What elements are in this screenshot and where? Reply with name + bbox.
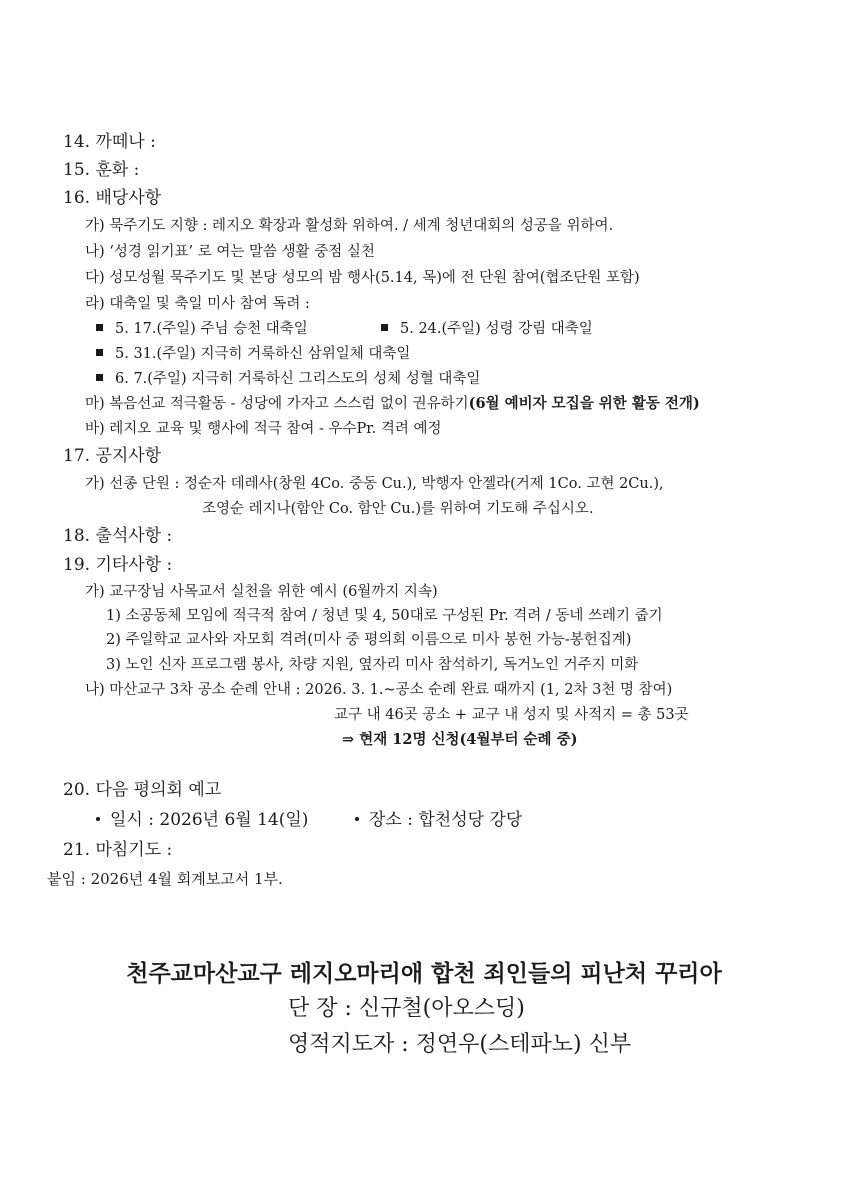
leader-name: 신규철(아오스딩) xyxy=(358,996,525,1021)
feast-label: 5. 24.(주일) 성령 강림 대축일 xyxy=(400,321,593,337)
section-16-heading: 16. 배당사항 xyxy=(63,188,162,208)
item-ma-emphasis: (6월 예비자 모집을 위한 활동 전개) xyxy=(468,395,700,412)
feast-list-item xyxy=(96,347,410,362)
section-18-heading: 18. 출석사항 : xyxy=(63,526,173,546)
feast-label: 5. 17.(주일) 주님 승천 대축일 xyxy=(115,321,308,337)
section-16-item-ga: 가) 묵주기도 지향 : 레지오 확장과 활성화 위하여. / 세계 청년대회의 성공을 위하여. xyxy=(85,218,614,234)
next-meeting-place xyxy=(355,812,522,829)
section-19-sub-3: 3) 노인 신자 프로그램 봉사, 차량 지원, 옆자리 미사 참석하기, 독거노인 거주지 미화 xyxy=(106,657,639,673)
next-meeting-date xyxy=(96,812,308,829)
section-21-heading: 21. 마침기도 : xyxy=(63,840,173,860)
section-17-item-ga-cont: 조영순 레지나(함안 Co. 함안 Cu.)를 위하여 기도해 주십시오. xyxy=(202,501,594,517)
section-14-heading: 14. 까떼나 : xyxy=(63,132,156,152)
square-bullet-icon xyxy=(96,374,103,381)
feast-label: 6. 7.(주일) 지극히 거룩하신 그리스도의 성체 성혈 대축일 xyxy=(115,371,481,387)
attachment-note: 붙임 : 2026년 4월 회계보고서 1부. xyxy=(47,870,283,888)
dot-bullet-icon xyxy=(355,817,359,821)
section-20-heading: 20. 다음 평의회 예고 xyxy=(63,780,222,800)
section-19-item-na: 나) 마산교구 3차 공소 순례 안내 : 2026. 3. 1.~공소 순례 완료 때까지 (1, 2차 3천 명 참여) xyxy=(85,682,673,698)
section-19-sub-2: 2) 주일학교 교사와 자모회 격려(미사 중 평의회 이름으로 미사 봉헌 가능-봉헌집계) xyxy=(106,632,632,648)
section-16-item-ra: 라) 대축일 및 축일 미사 참여 독려 : xyxy=(85,296,310,312)
section-16-item-ba: 바) 레지오 교육 및 행사에 적극 참여 - 우수Pr. 격려 예정 xyxy=(85,421,442,437)
section-19-item-na-cont: 교구 내 46곳 공소 + 교구 내 성지 및 사적지 = 총 53곳 xyxy=(334,707,689,723)
section-17-heading: 17. 공지사항 xyxy=(63,446,162,466)
section-19-heading: 19. 기타사항 : xyxy=(63,555,173,575)
director-line xyxy=(288,1034,631,1056)
feast-list-item xyxy=(381,322,593,337)
feast-label: 5. 31.(주일) 지극히 거룩하신 삼위일체 대축일 xyxy=(115,346,411,362)
director-label: 영적지도자 : xyxy=(288,1032,409,1057)
section-17-item-ga: 가) 선종 단원 : 정순자 데레사(창원 4Co. 중동 Cu.), 박행자 안젤라(거제 1Co. 고현 2Cu.), xyxy=(85,476,664,492)
feast-list-item xyxy=(96,322,308,337)
section-19-item-ga: 가) 교구장님 사목교서 실천을 위한 예시 (6월까지 지속) xyxy=(85,584,438,600)
next-meeting-place-text: 장소 : 합천성당 강당 xyxy=(369,810,523,830)
next-meeting-date-text: 일시 : 2026년 6월 14(일) xyxy=(110,810,309,830)
organization-name: 천주교마산교구 레지오마리애 합천 죄인들의 피난처 꾸리아 xyxy=(126,960,722,987)
section-16-item-na: 나) ‘성경 읽기표’ 로 여는 말씀 생활 중점 실천 xyxy=(85,244,375,260)
square-bullet-icon xyxy=(96,324,103,331)
section-19-item-na-status: ⇒ 현재 12명 신청(4월부터 순례 중) xyxy=(342,731,578,748)
section-15-heading: 15. 훈화 : xyxy=(63,160,140,180)
director-name: 정연우(스테파노) 신부 xyxy=(415,1032,632,1057)
feast-list-item xyxy=(96,372,480,387)
section-16-item-da: 다) 성모성월 묵주기도 및 본당 성모의 밤 행사(5.14, 목)에 전 단원 참여(협조단원 포함) xyxy=(85,270,640,286)
square-bullet-icon xyxy=(381,324,388,331)
leader-label: 단 장 : xyxy=(288,996,352,1021)
dot-bullet-icon xyxy=(96,817,100,821)
leader-line xyxy=(288,998,525,1020)
section-19-sub-1: 1) 소공동체 모임에 적극적 참여 / 청년 및 4, 50대로 구성된 Pr. 격려 / 동네 쓰레기 줍기 xyxy=(106,608,663,624)
section-16-item-ma xyxy=(85,397,700,412)
square-bullet-icon xyxy=(96,349,103,356)
item-ma-text: 마) 복음선교 적극활동 - 성당에 가자고 스스럼 없이 권유하기 xyxy=(85,396,469,412)
